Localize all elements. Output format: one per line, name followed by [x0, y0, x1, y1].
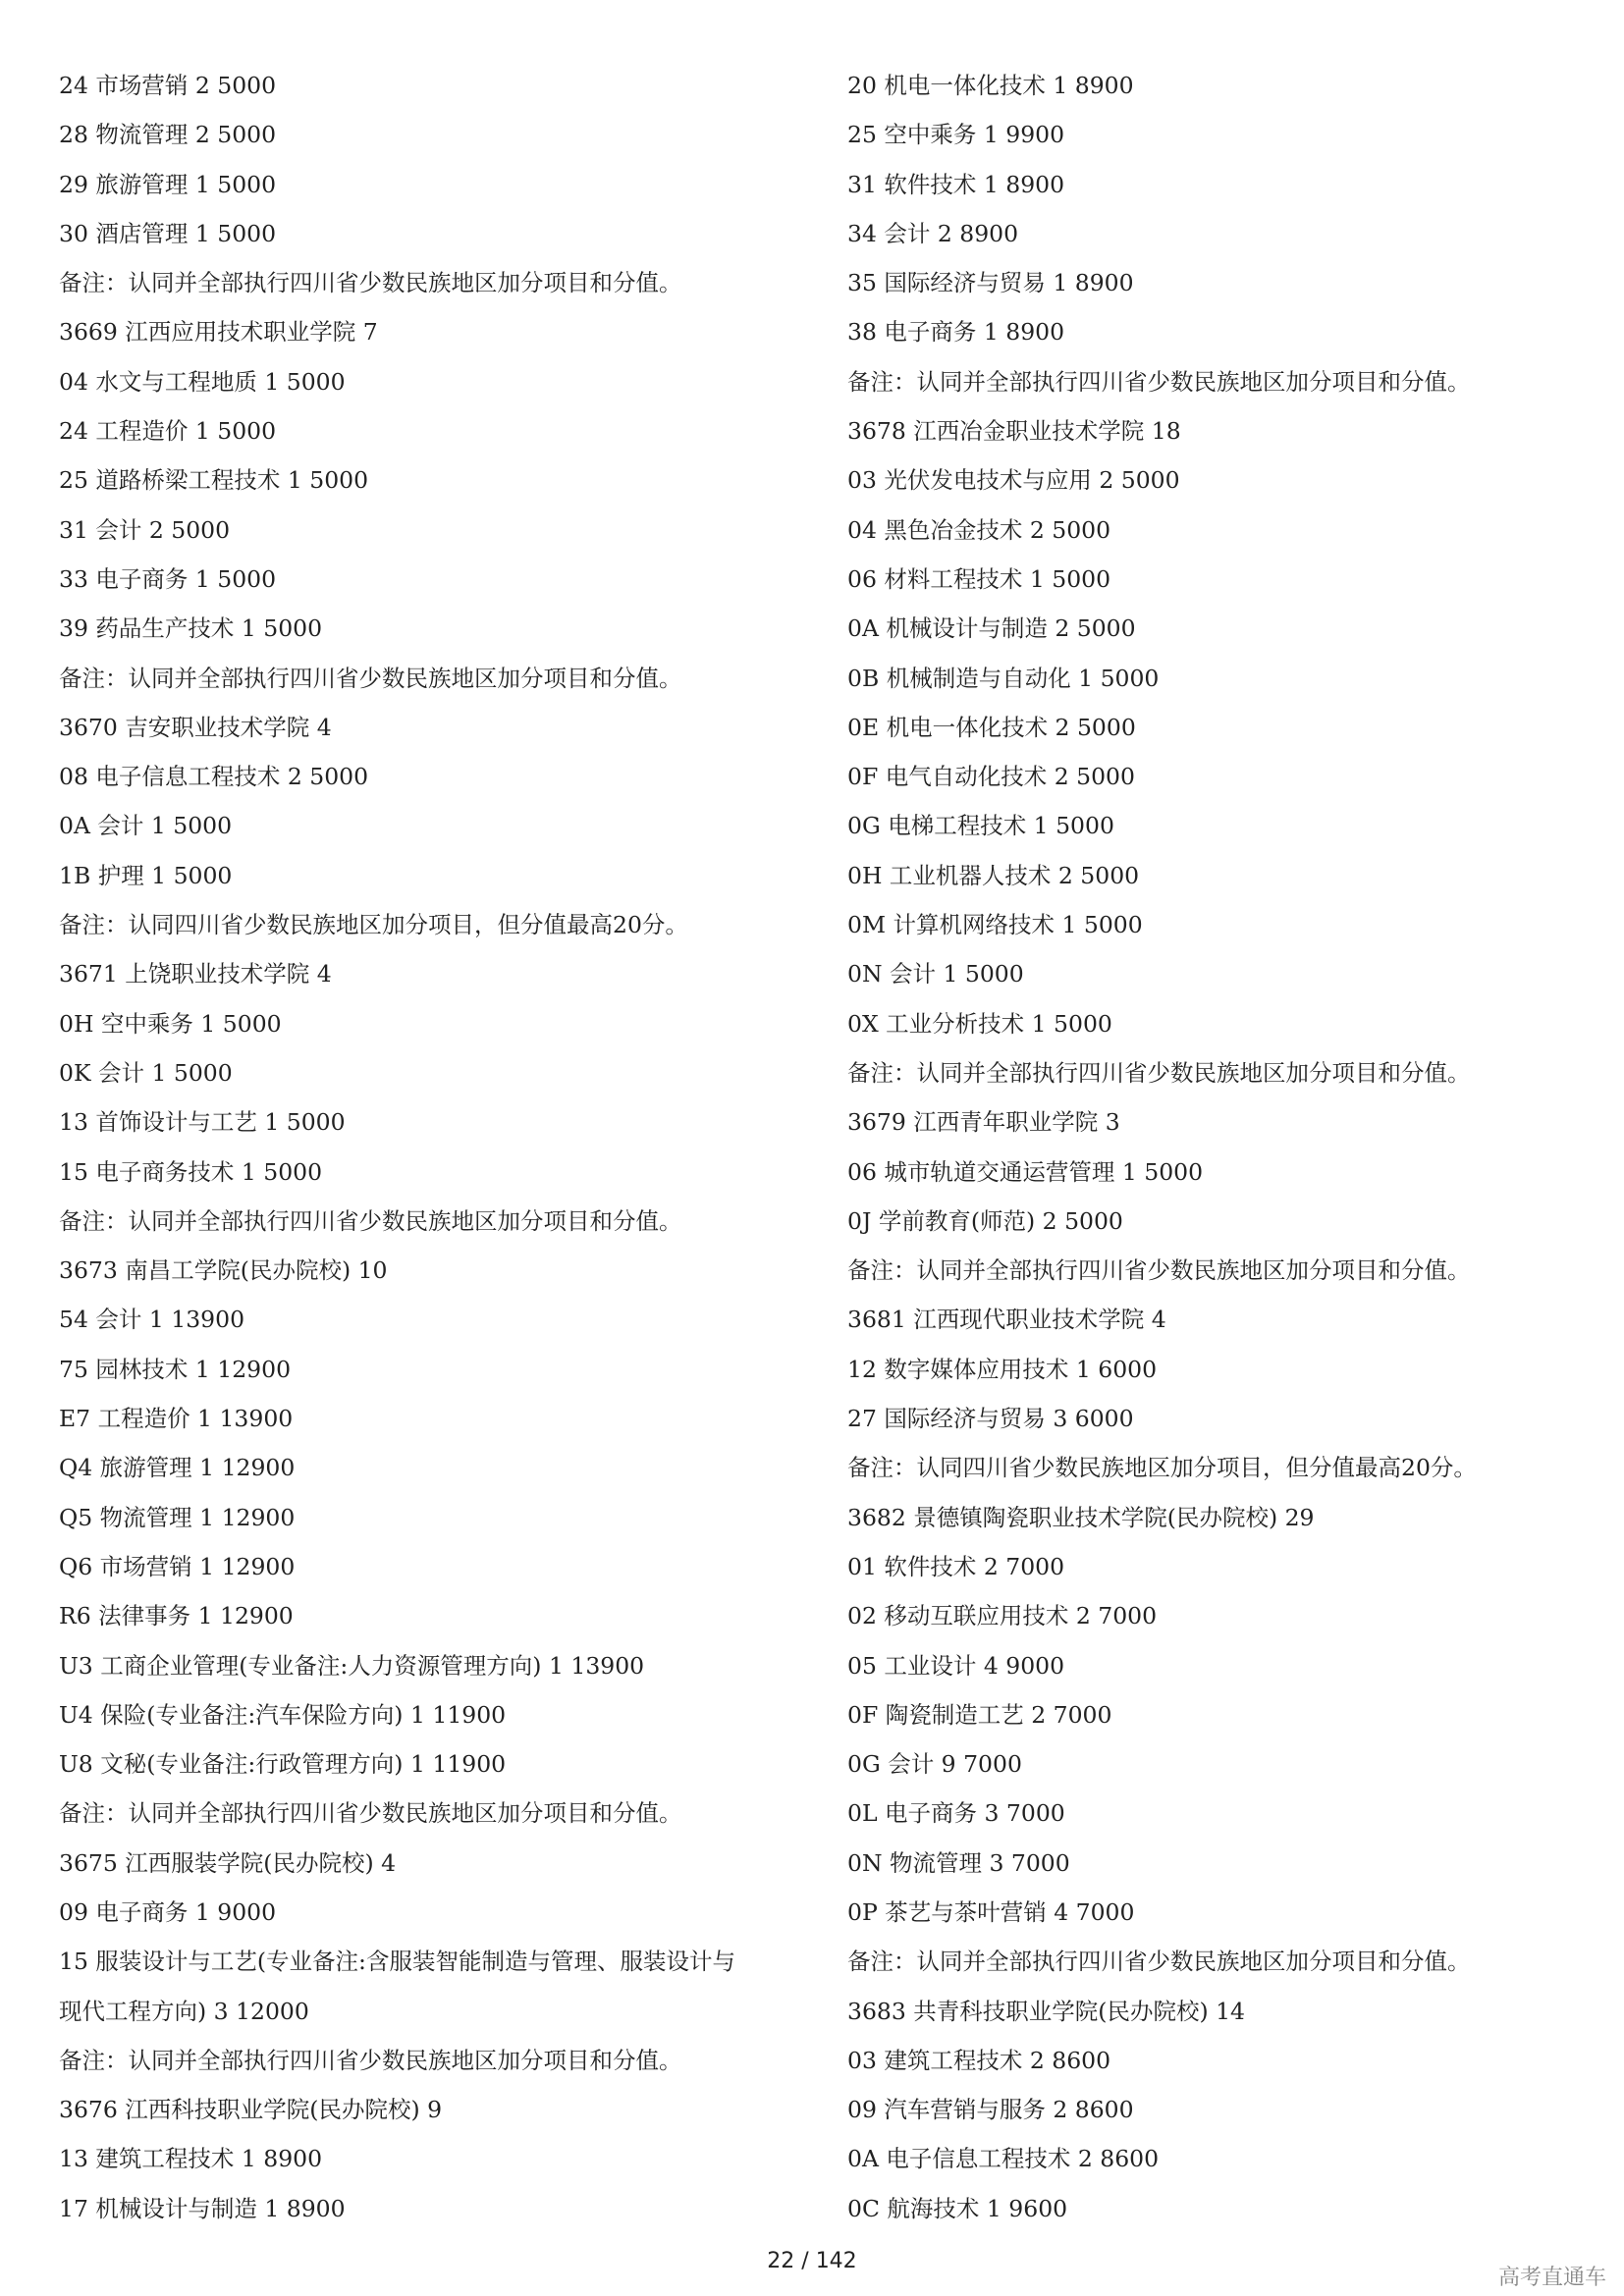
text-line: 15 服装设计与工艺(专业备注:含服装智能制造与管理、服装设计与 — [59, 1948, 735, 1976]
text-line: 0C 航海技术 1 9600 — [847, 2194, 1068, 2222]
page-number: 22 / 142 — [767, 2249, 857, 2273]
text-line: 04 黑色冶金技术 2 5000 — [847, 515, 1111, 544]
text-line: 3683 共青科技职业学院(民办院校) 14 — [847, 1997, 1245, 2025]
text-line: R6 法律事务 1 12900 — [59, 1602, 294, 1630]
right-column — [847, 61, 1613, 2233]
text-line: 06 城市轨道交通运营管理 1 5000 — [847, 1157, 1204, 1186]
text-line: 24 工程造价 1 5000 — [59, 417, 277, 446]
text-line: 20 机电一体化技术 1 8900 — [847, 72, 1134, 99]
text-line: 0K 会计 1 5000 — [59, 1058, 233, 1087]
text-line: 39 药品生产技术 1 5000 — [59, 614, 323, 643]
text-line: 05 工业设计 4 9000 — [847, 1651, 1065, 1680]
text-line: 3669 江西应用技术职业学院 7 — [59, 318, 378, 347]
text-line: 0E 机电一体化技术 2 5000 — [847, 713, 1136, 741]
text-line: 06 材料工程技术 1 5000 — [847, 564, 1111, 593]
text-line: 13 建筑工程技术 1 8900 — [59, 2145, 323, 2173]
text-line: 现代工程方向) 3 12000 — [59, 1997, 309, 2025]
text-line: 1B 护理 1 5000 — [59, 861, 233, 889]
text-line: 30 酒店管理 1 5000 — [59, 219, 277, 247]
text-line: U3 工商企业管理(专业备注:人力资源管理方向) 1 13900 — [59, 1651, 645, 1680]
text-line: Q6 市场营销 1 12900 — [59, 1552, 296, 1580]
text-line: 12 数字媒体应用技术 1 6000 — [847, 1355, 1158, 1383]
text-line: 17 机械设计与制造 1 8900 — [59, 2194, 346, 2222]
text-line: 3671 上饶职业技术学院 4 — [59, 960, 332, 988]
text-line: 备注：认同并全部执行四川省少数民族地区加分项目和分值。 — [59, 2046, 682, 2074]
watermark: 高考直通车 — [1497, 2266, 1606, 2290]
text-line: 38 电子商务 1 8900 — [847, 318, 1065, 347]
text-line: 3670 吉安职业技术学院 4 — [59, 713, 332, 741]
text-line: 0P 茶艺与茶叶营销 4 7000 — [847, 1897, 1135, 1926]
text-line: 09 电子商务 1 9000 — [59, 1897, 277, 1926]
text-line: 28 物流管理 2 5000 — [59, 121, 277, 149]
text-line: 0N 会计 1 5000 — [847, 960, 1024, 988]
left-column — [59, 61, 825, 2233]
text-line: 27 国际经济与贸易 3 6000 — [847, 1405, 1134, 1433]
text-line: 34 会计 2 8900 — [847, 219, 1019, 247]
text-line: 24 市场营销 2 5000 — [59, 72, 277, 99]
text-line: 0G 会计 9 7000 — [847, 1750, 1022, 1779]
text-line: 03 光伏发电技术与应用 2 5000 — [847, 466, 1180, 495]
text-line: U4 保险(专业备注:汽车保险方向) 1 11900 — [59, 1700, 507, 1729]
text-line: 备注：认同并全部执行四川省少数民族地区加分项目和分值。 — [847, 1948, 1471, 1976]
text-line: 备注：认同并全部执行四川省少数民族地区加分项目和分值。 — [847, 1058, 1471, 1087]
text-line: 13 首饰设计与工艺 1 5000 — [59, 1108, 346, 1137]
text-line: 备注：认同四川省少数民族地区加分项目，但分值最高20分。 — [847, 1454, 1477, 1482]
text-line: 0H 空中乘务 1 5000 — [59, 1009, 282, 1038]
text-line: E7 工程造价 1 13900 — [59, 1405, 294, 1433]
text-line: 03 建筑工程技术 2 8600 — [847, 2046, 1111, 2074]
text-line: 0A 机械设计与制造 2 5000 — [847, 614, 1136, 643]
text-line: 0A 会计 1 5000 — [59, 812, 233, 840]
text-line: 09 汽车营销与服务 2 8600 — [847, 2096, 1134, 2124]
text-line: 3679 江西青年职业学院 3 — [847, 1108, 1120, 1137]
text-line: 备注：认同并全部执行四川省少数民族地区加分项目和分值。 — [59, 269, 682, 297]
text-line: 0F 陶瓷制造工艺 2 7000 — [847, 1700, 1112, 1729]
text-line: 31 软件技术 1 8900 — [847, 170, 1065, 198]
text-line: Q4 旅游管理 1 12900 — [59, 1454, 296, 1482]
text-line: 01 软件技术 2 7000 — [847, 1552, 1065, 1580]
text-line: 0F 电气自动化技术 2 5000 — [847, 763, 1135, 791]
text-line: 备注：认同并全部执行四川省少数民族地区加分项目和分值。 — [59, 664, 682, 692]
text-line: 15 电子商务技术 1 5000 — [59, 1157, 323, 1186]
text-line: 0X 工业分析技术 1 5000 — [847, 1009, 1112, 1038]
text-line: 0M 计算机网络技术 1 5000 — [847, 911, 1143, 939]
text-line: 0G 电梯工程技术 1 5000 — [847, 812, 1114, 840]
text-line: 0A 电子信息工程技术 2 8600 — [847, 2145, 1160, 2173]
text-line: 备注：认同并全部执行四川省少数民族地区加分项目和分值。 — [59, 1206, 682, 1235]
text-line: 25 空中乘务 1 9900 — [847, 121, 1065, 149]
text-line: 备注：认同并全部执行四川省少数民族地区加分项目和分值。 — [847, 367, 1471, 396]
text-line: 0L 电子商务 3 7000 — [847, 1799, 1065, 1828]
text-line: 3675 江西服装学院(民办院校) 4 — [59, 1848, 397, 1877]
text-line: Q5 物流管理 1 12900 — [59, 1503, 296, 1531]
text-line: 3676 江西科技职业学院(民办院校) 9 — [59, 2096, 443, 2124]
text-line: 75 园林技术 1 12900 — [59, 1355, 292, 1383]
text-line: 3673 南昌工学院(民办院校) 10 — [59, 1256, 388, 1285]
text-line: 54 会计 1 13900 — [59, 1306, 245, 1334]
text-line: 0N 物流管理 3 7000 — [847, 1848, 1070, 1877]
text-line: 33 电子商务 1 5000 — [59, 564, 277, 593]
text-line: 3681 江西现代职业技术学院 4 — [847, 1306, 1166, 1334]
text-line: 0H 工业机器人技术 2 5000 — [847, 861, 1140, 889]
text-line: 0J 学前教育(师范) 2 5000 — [847, 1206, 1123, 1235]
text-line: U8 文秘(专业备注:行政管理方向) 1 11900 — [59, 1750, 507, 1779]
text-line: 02 移动互联应用技术 2 7000 — [847, 1602, 1158, 1630]
text-line: 备注：认同四川省少数民族地区加分项目，但分值最高20分。 — [59, 911, 688, 939]
text-line: 29 旅游管理 1 5000 — [59, 170, 277, 198]
text-line: 3678 江西冶金职业技术学院 18 — [847, 417, 1181, 446]
text-line: 备注：认同并全部执行四川省少数民族地区加分项目和分值。 — [59, 1799, 682, 1828]
text-line: 25 道路桥梁工程技术 1 5000 — [59, 466, 369, 495]
text-line: 备注：认同并全部执行四川省少数民族地区加分项目和分值。 — [847, 1256, 1471, 1285]
text-line: 0B 机械制造与自动化 1 5000 — [847, 664, 1160, 692]
text-line: 08 电子信息工程技术 2 5000 — [59, 763, 369, 791]
text-line: 04 水文与工程地质 1 5000 — [59, 367, 346, 396]
text-line: 3682 景德镇陶瓷职业技术学院(民办院校) 29 — [847, 1503, 1315, 1531]
text-line: 35 国际经济与贸易 1 8900 — [847, 269, 1134, 297]
text-line: 31 会计 2 5000 — [59, 515, 231, 544]
